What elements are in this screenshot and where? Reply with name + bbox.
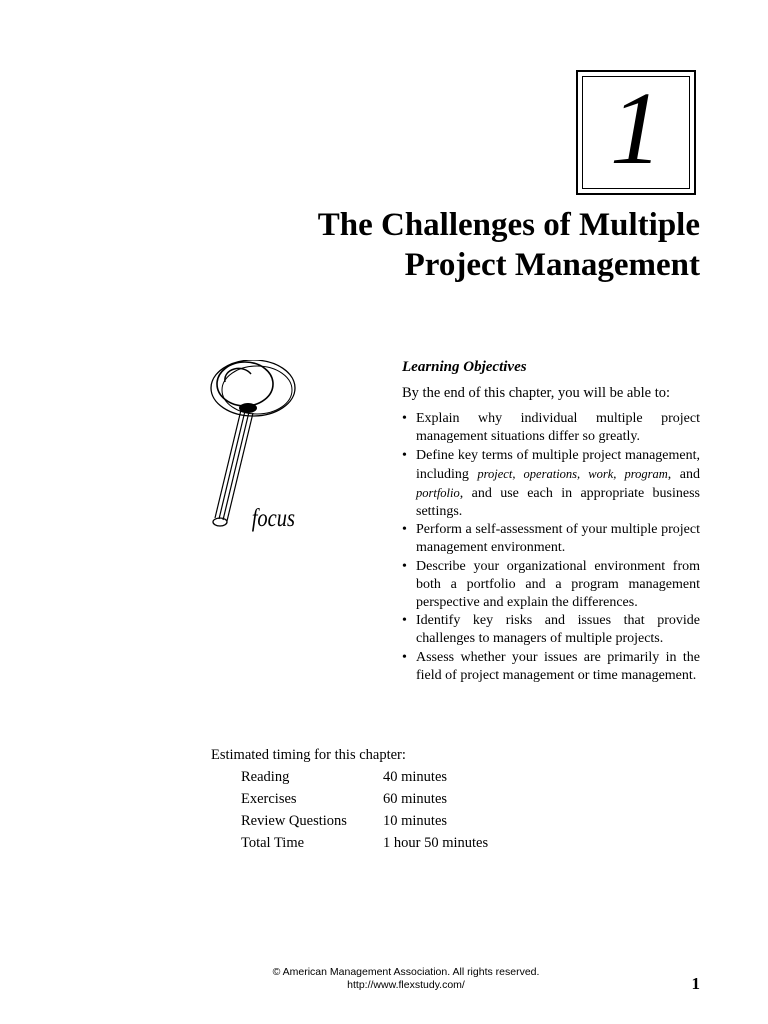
timing-label: Reading <box>241 769 290 785</box>
list-item: • Identify key risks and issues that provide challenges to managers of multiple projects. <box>402 613 700 646</box>
list-item: • Perform a self-assessment of your multiple project management environment. <box>402 522 700 555</box>
timing-label: Exercises <box>241 791 297 807</box>
timing-heading: Estimated timing for this chapter: <box>211 747 406 763</box>
chapter-title-line-1: The Challenges of Multiple <box>317 207 700 243</box>
key-term-portfolio: portfolio <box>416 485 460 500</box>
magnifying-glass-icon <box>205 360 315 540</box>
key-terms: project, operations, work, program <box>477 466 668 481</box>
timing-row <box>211 788 511 810</box>
timing-value: 40 minutes <box>383 769 448 785</box>
bullet-icon: • <box>402 447 407 463</box>
focus-label: focus <box>251 504 296 532</box>
timing-label: Total Time <box>241 835 305 851</box>
chapter-title <box>318 205 700 285</box>
bullet-icon: • <box>402 613 407 628</box>
learning-objectives <box>402 357 700 685</box>
copyright-notice: © American Management Association. All rights reserved. <box>272 966 540 978</box>
estimated-timing <box>211 744 511 854</box>
objectives-heading: Learning Objectives <box>402 359 527 375</box>
timing-value: 1 hour 50 minutes <box>383 835 489 851</box>
list-item: • Assess whether your issues are primarily in the field of project management or time management. <box>402 649 700 683</box>
objectives-intro: By the end of this chapter, you will be able to: <box>402 385 671 401</box>
chapter-number: 1 <box>610 71 662 186</box>
page-footer <box>206 966 606 992</box>
timing-value: 60 minutes <box>383 791 448 807</box>
bullet-icon: • <box>402 522 407 537</box>
timing-row <box>211 766 511 788</box>
objectives-list <box>402 410 700 685</box>
timing-value: 10 minutes <box>383 813 448 829</box>
list-item: • Describe your organizational environment from both a portfolio and a program management perspective and explain the differences. <box>402 558 700 610</box>
bullet-icon: • <box>402 558 407 574</box>
bullet-icon: • <box>402 411 407 426</box>
timing-row <box>211 832 511 854</box>
footer-url[interactable]: http://www.flexstudy.com/ <box>347 979 465 991</box>
chapter-title-line-2: Project Management <box>404 247 700 283</box>
list-item: • Explain why individual multiple project management situations differ so greatly. <box>402 411 700 444</box>
timing-label: Review Questions <box>241 813 347 829</box>
timing-row <box>211 810 511 832</box>
bullet-icon: • <box>402 649 407 665</box>
page-number: 1 <box>691 974 700 993</box>
chapter-number-box <box>576 70 696 195</box>
list-item: • Define key terms of multiple project management, including project, operations, work, program, and portfolio, and use each in appropriate business settings. <box>402 447 700 519</box>
